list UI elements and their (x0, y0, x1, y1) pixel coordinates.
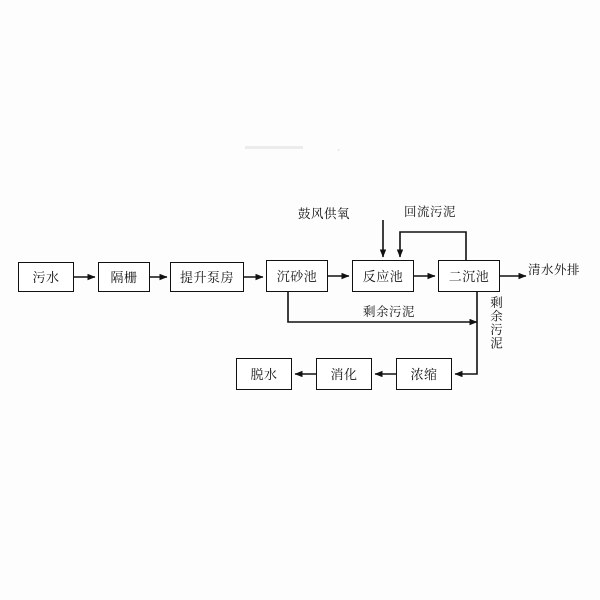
label-excess-sludge-vertical: 剩余污泥 (488, 296, 503, 350)
node-thickening[interactable]: 浓缩 (396, 358, 452, 390)
label-return-sludge: 回流污泥 (404, 205, 457, 219)
node-grit-chamber[interactable]: 沉砂池 (266, 260, 328, 292)
node-sewage[interactable]: 污水 (18, 262, 74, 292)
node-dewatering[interactable]: 脱水 (236, 358, 292, 390)
label-excess-sludge: 剩余污泥 (363, 305, 416, 319)
node-digestion[interactable]: 消化 (316, 358, 372, 390)
node-grille[interactable]: 隔栅 (98, 262, 150, 292)
label-aeration: 鼓风供氧 (298, 207, 351, 221)
node-reaction-tank[interactable]: 反应池 (352, 260, 414, 292)
node-secondary-clarifier[interactable]: 二沉池 (438, 260, 500, 292)
label-effluent-discharge: 清水外排 (528, 263, 581, 277)
watermark (245, 140, 365, 162)
node-pump-house[interactable]: 提升泵房 (170, 262, 244, 292)
